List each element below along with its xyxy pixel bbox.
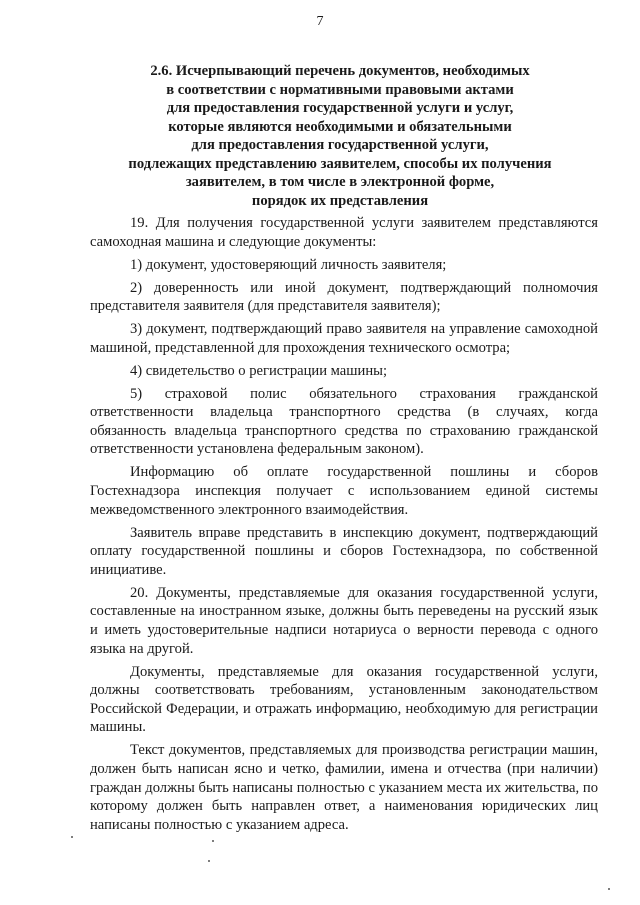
heading-line: подлежащих представлению заявителем, способы их получения	[128, 155, 552, 172]
list-item-driving-permit: 3) документ, подтверждающий право заявителя на управление самоходной машиной, представленной для прохождения технического осмотра;	[90, 321, 598, 356]
heading-line: которые являются необходимыми и обязательными	[168, 118, 512, 135]
paragraph-20-translation: 20. Документы, представляемые для оказания государственной услуги, составленные на иностранном языке, должны быть переведены на русский язык и иметь удостоверительные надписи нотариуса о верности перевода с одного языка на другой.	[90, 584, 598, 657]
heading-line: 2.6. Исчерпывающий перечень документов, необходимых	[150, 63, 530, 79]
list-item-power-of-attorney: 2) доверенность или иной документ, подтверждающий полномочия представителя заявителя (для представителя заявителя);	[90, 279, 598, 315]
heading-line: заявителем, в том числе в электронной форме,	[185, 174, 495, 190]
heading-line: для предоставления государственной услуги и услуг,	[166, 100, 514, 116]
paragraph-fee-information: Информацию об оплате государственной пошлины и сборов Гостехнадзора инспекция получает с использованием единой системы межведомственного электронного взаимодействия.	[90, 464, 598, 518]
paragraph-19-intro: 19. Для получения государственной услуги заявителем представляются самоходная машина и следующие документы:	[90, 215, 598, 250]
paragraph-text-clarity: Текст документов, представляемых для производства регистрации машин, должен быть написан ясно и четко, фамилии, имена и отчества (при наличии) граждан должны быть написаны полностью с указанием места их жительства, по которому должен быть направлен ответ, а наименования юридических лиц написаны полностью с указанием адреса.	[90, 742, 598, 833]
page-number: 7	[316, 14, 324, 29]
paragraph-applicant-right: Заявитель вправе представить в инспекцию документ, подтверждающий оплату государственной пошлины и сборов Гостехнадзора, по собственной инициативе.	[90, 524, 598, 578]
document-body	[90, 214, 598, 839]
paragraph-requirements: Документы, представляемые для оказания государственной услуги, должны соответствовать требованиям, установленным законодательством Российской Федерации, и отражать информацию, необходимую для регистрации машины.	[90, 663, 598, 736]
section-heading	[90, 62, 590, 210]
scan-artifact	[71, 836, 73, 838]
scan-artifact	[212, 840, 214, 842]
scan-artifact	[608, 888, 610, 890]
heading-line: для предоставления государственной услуги,	[191, 137, 489, 153]
list-item-registration-certificate: 4) свидетельство о регистрации машины;	[130, 362, 388, 379]
scan-artifact	[208, 860, 210, 862]
heading-line: в соответствии с нормативными правовыми актами	[166, 81, 514, 98]
list-item-identity-document: 1) документ, удостоверяющий личность заявителя;	[130, 256, 447, 273]
heading-line: порядок их представления	[251, 192, 429, 209]
list-item-insurance-policy: 5) страховой полис обязательного страхования гражданской ответственности владельца транспортного средства (в случаях, когда обязанность владельца транспортного средства по страхованию гражданской ответственности установлена федеральным законом).	[90, 385, 598, 458]
